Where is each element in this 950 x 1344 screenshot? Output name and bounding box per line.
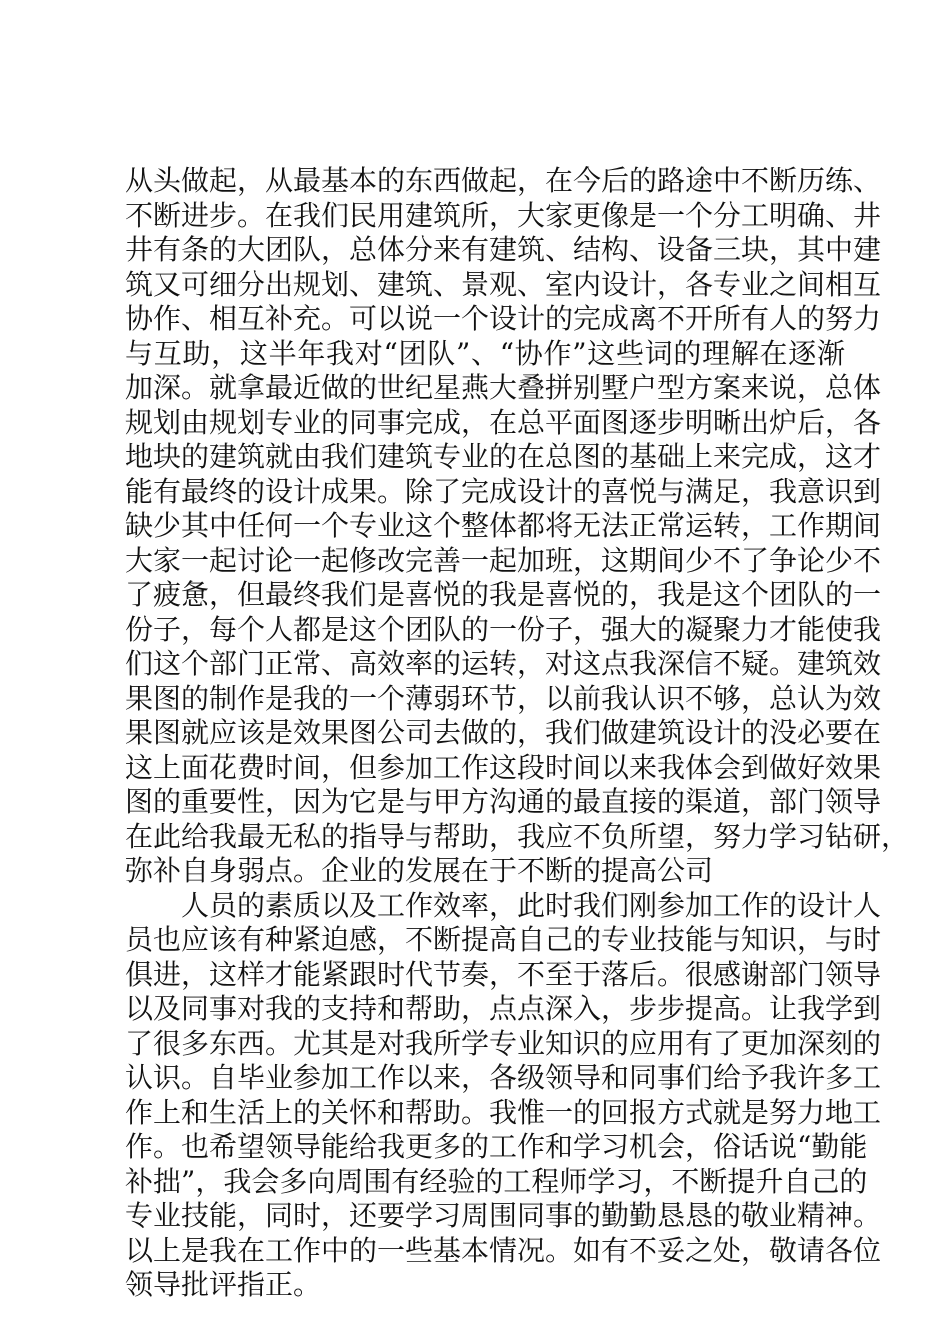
text-line: 能有最终的设计成果。除了完成设计的喜悦与满足，我意识到 <box>125 474 882 508</box>
text-line: 俱进，这样才能紧跟时代节奏，不至于落后。很感谢部门领导 <box>125 957 882 991</box>
text-line: 专业技能，同时，还要学习周围同事的勤勤恳恳的敬业精神。 <box>125 1199 882 1232</box>
text-line: 果图的制作是我的一个薄弱环节，以前我认识不够，总认为效 <box>125 681 882 715</box>
text-line: 缺少其中任何一个专业这个整体都将无法正常运转，工作期间 <box>125 509 882 542</box>
text-line: 大家一起讨论一起修改完善一起加班，这期间少不了争论少不 <box>125 543 882 577</box>
text-line: 人员的素质以及工作效率，此时我们刚参加工作的设计人 <box>125 888 882 922</box>
text-line: 作上和生活上的关怀和帮助。我惟一的回报方式就是努力地工 <box>125 1095 882 1129</box>
text-line: 这上面花费时间，但参加工作这段时间以来我体会到做好效果 <box>125 750 882 784</box>
text-line: 协作、相互补充。可以说一个设计的完成离不开所有人的努力 <box>125 302 882 335</box>
text-line: 与互助，这半年我对“团队”、“协作”这些词的理解在逐渐 <box>125 336 845 370</box>
text-line: 不断进步。在我们民用建筑所，大家更像是一个分工明确、井 <box>125 198 882 232</box>
text-line: 图的重要性，因为它是与甲方沟通的最直接的渠道，部门领导 <box>125 785 882 818</box>
text-line: 加深。就拿最近做的世纪星燕大叠拼别墅户型方案来说，总体 <box>125 371 882 404</box>
text-line: 地块的建筑就由我们建筑专业的在总图的基础上来完成，这才 <box>125 440 882 473</box>
text-line: 补拙”，我会多向周围有经验的工程师学习，不断提升自己的 <box>125 1164 868 1198</box>
text-line: 井有条的大团队，总体分来有建筑、结构、设备三块，其中建 <box>125 233 882 266</box>
text-line: 作。也希望领导能给我更多的工作和学习机会，俗话说“勤能 <box>125 1130 868 1163</box>
text-line: 认识。自毕业参加工作以来，各级领导和同事们给予我许多工 <box>125 1061 882 1094</box>
text-line: 以上是我在工作中的一些基本情况。如有不妥之处，敬请各位 <box>125 1233 882 1267</box>
text-line: 果图就应该是效果图公司去做的，我们做建筑设计的没必要在 <box>125 716 882 749</box>
body-text <box>125 164 910 1303</box>
text-line: 以及同事对我的支持和帮助，点点深入，步步提高。让我学到 <box>125 992 882 1025</box>
text-line: 员也应该有种紧迫感，不断提高自己的专业技能与知识，与时 <box>125 923 882 956</box>
text-line: 规划由规划专业的同事完成，在总平面图逐步明晰出炉后，各 <box>125 405 882 439</box>
text-line: 在此给我最无私的指导与帮助，我应不负所望，努力学习钻研， <box>125 819 910 853</box>
text-line: 了疲惫，但最终我们是喜悦的我是喜悦的，我是这个团队的一 <box>125 578 882 611</box>
text-line: 筑又可细分出规划、建筑、景观、室内设计，各专业之间相互 <box>125 267 882 301</box>
text-line: 从头做起，从最基本的东西做起，在今后的路途中不断历练、 <box>125 164 882 197</box>
text-line: 份子，每个人都是这个团队的一份子，强大的凝聚力才能使我 <box>125 612 882 646</box>
text-line: 领导批评指正。 <box>125 1268 322 1301</box>
text-line: 了很多东西。尤其是对我所学专业知识的应用有了更加深刻的 <box>125 1026 882 1060</box>
text-line: 弥补自身弱点。企业的发展在于不断的提高公司 <box>125 854 714 887</box>
text-line: 们这个部门正常、高效率的运转，对这点我深信不疑。建筑效 <box>125 647 882 680</box>
